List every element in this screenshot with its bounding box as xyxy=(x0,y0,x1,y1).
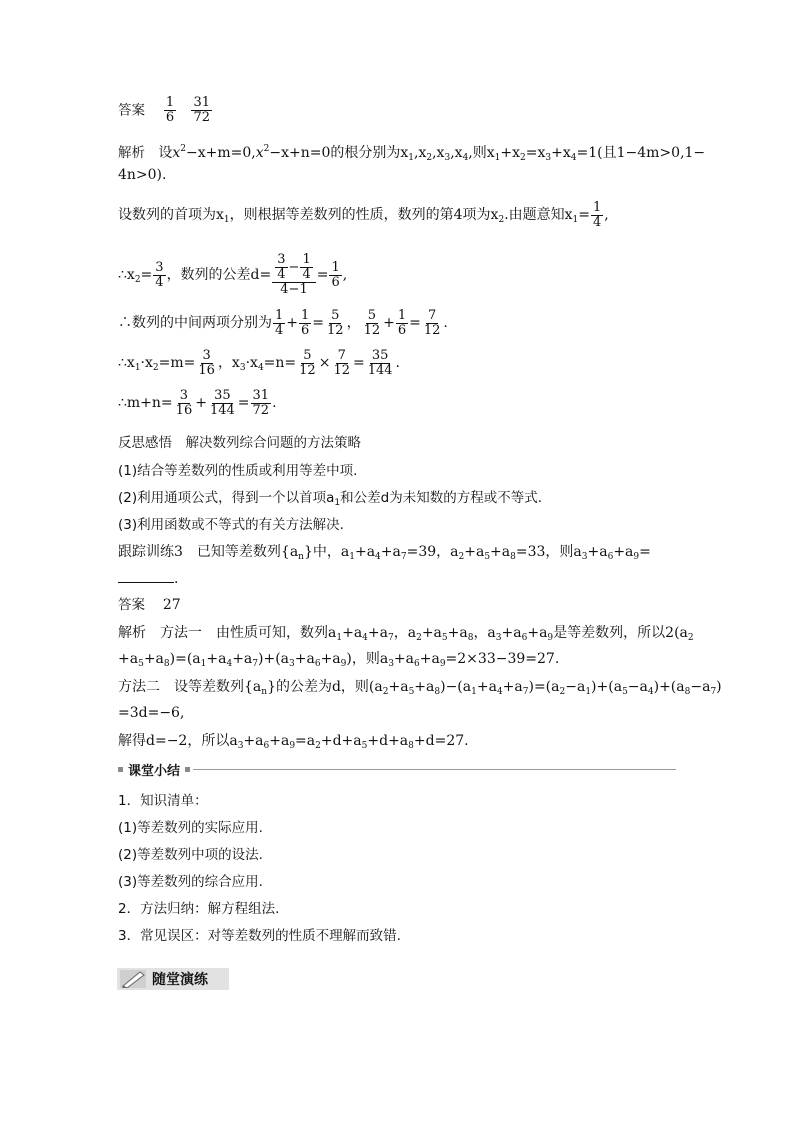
reflection-item-2: (2)利用通项公式，得到一个以首项$a_1$和公差d为未知数的方程或不等式. xyxy=(118,490,543,508)
analysis2-line-2: $+a_5+a_8)=(a_1+a_4+a_7)+(a_3+a_6+a_9)$，则$a_3+a_6+a_9=2\times 33-39=27$. xyxy=(118,651,560,669)
analysis-line-4: $\therefore x_2=$ $\frac{3}{4}$ ，数列的公差d= $\frac{3}{4}$ − $\frac{1}{4}$ 4−1 = $\frac{1}{6}$ , xyxy=(118,252,348,297)
summary-item-1c: (3)等差数列的综合应用. xyxy=(118,874,263,890)
practice-banner xyxy=(117,968,229,990)
summary-heading: 课堂小结 xyxy=(128,763,181,779)
summary-section-heading xyxy=(118,760,676,778)
reflection-title: 反思感悟 解决数列综合问题的方法策略 xyxy=(118,435,361,451)
analysis2-line-4: =3d=−6, xyxy=(118,705,185,721)
analysis2-line-5: 解得d=−2，所以$a_3+a_6+a_9=a_2+d+a_5+d+a_8+d=27$. xyxy=(118,733,469,751)
summary-item-1: 1．知识清单： xyxy=(118,793,208,809)
summary-item-1a: (1)等差数列的实际应用. xyxy=(118,820,263,836)
heading-rule xyxy=(193,769,676,770)
answer-blank xyxy=(118,568,174,583)
analysis-line-3: 设数列的首项为$x_1$，则根据等差数列的性质，数列的第4项为$x_2$.由题意知$x_1=$ $\frac{1}{4}$ , xyxy=(118,199,609,230)
analysis-line-5: ∴数列的中间两项分别为 $\frac{1}{4}$ + $\frac{1}{6}$ = $\frac{5}{12}$ ， $\frac{5}{12}$ + $\frac{1}{6}$ = $\frac{7}{12}$ . xyxy=(118,307,448,338)
analysis2-line-1: 解析 方法一 由性质可知，数列$a_1+a_4+a_7$，$a_2+a_5+a_8$，$a_3+a_6+a_9$是等差数列，所以$2(a_2$ xyxy=(118,625,694,643)
reflection-item-3: (3)利用函数或不等式的有关方法解决. xyxy=(118,517,344,533)
square-bullet-icon xyxy=(118,767,123,772)
summary-item-2: 2．方法归纳：解方程组法. xyxy=(118,901,280,917)
analysis-line-2: 4n>0). xyxy=(118,167,167,183)
square-bullet-icon xyxy=(185,767,190,772)
answer-value-2: $\frac{31}{72}$ xyxy=(193,95,210,125)
answer-line-2: 答案 27 xyxy=(118,597,181,613)
practice-title: 随堂演练 xyxy=(152,972,208,988)
exercise-3: 跟踪训练3 已知等差数列$\{a_n\}$中，$a_1+a_4+a_7=39$，$a_2+a_5+a_8=33$，则$a_3+a_6+a_9=$ xyxy=(118,544,651,562)
answer-line-1 xyxy=(118,96,676,125)
exercise-3-blank: . xyxy=(118,568,676,590)
common-difference-fraction: $\frac{3}{4}$ − $\frac{1}{4}$ 4−1 xyxy=(272,253,315,297)
summary-item-1b: (2)等差数列中项的设法. xyxy=(118,847,263,863)
analysis-line-7: ∴m+n= $\frac{3}{16}$ + $\frac{35}{144}$ = $\frac{31}{72}$ . xyxy=(118,387,277,418)
answer-value-1: $\frac{1}{6}$ xyxy=(165,95,175,125)
pencil-icon xyxy=(120,970,146,988)
reflection-item-1: (1)结合等差数列的性质或利用等差中项. xyxy=(118,463,358,479)
summary-item-3: 3．常见误区：对等差数列的性质不理解而致错. xyxy=(118,928,401,944)
analysis2-line-3: 方法二 设等差数列$\{a_n\}$的公差为d，则$(a_2+a_5+a_8)-(a_1+a_4+a_7)=(a_2-a_1)+(a_5-a_4)+(a_8-a_7)$ xyxy=(118,679,722,697)
analysis-line-1: 解析 设$x^2-x+m=0,x^2-x+n=0$的根分别为$x_1,x_2,x_3,x_4$,则$x_1+x_2=x_3+x_4=1$(且1−4m>0,1− xyxy=(118,144,706,163)
answer-label: 答案 xyxy=(118,102,145,119)
analysis-line-6: $\therefore x_1\cdot x_2=m=$ $\frac{3}{16}$ ，$x_3\cdot x_4=n=$ $\frac{5}{12}$ × $\frac{7}{12}$ = $\frac{35}{144}$ . xyxy=(118,347,400,378)
